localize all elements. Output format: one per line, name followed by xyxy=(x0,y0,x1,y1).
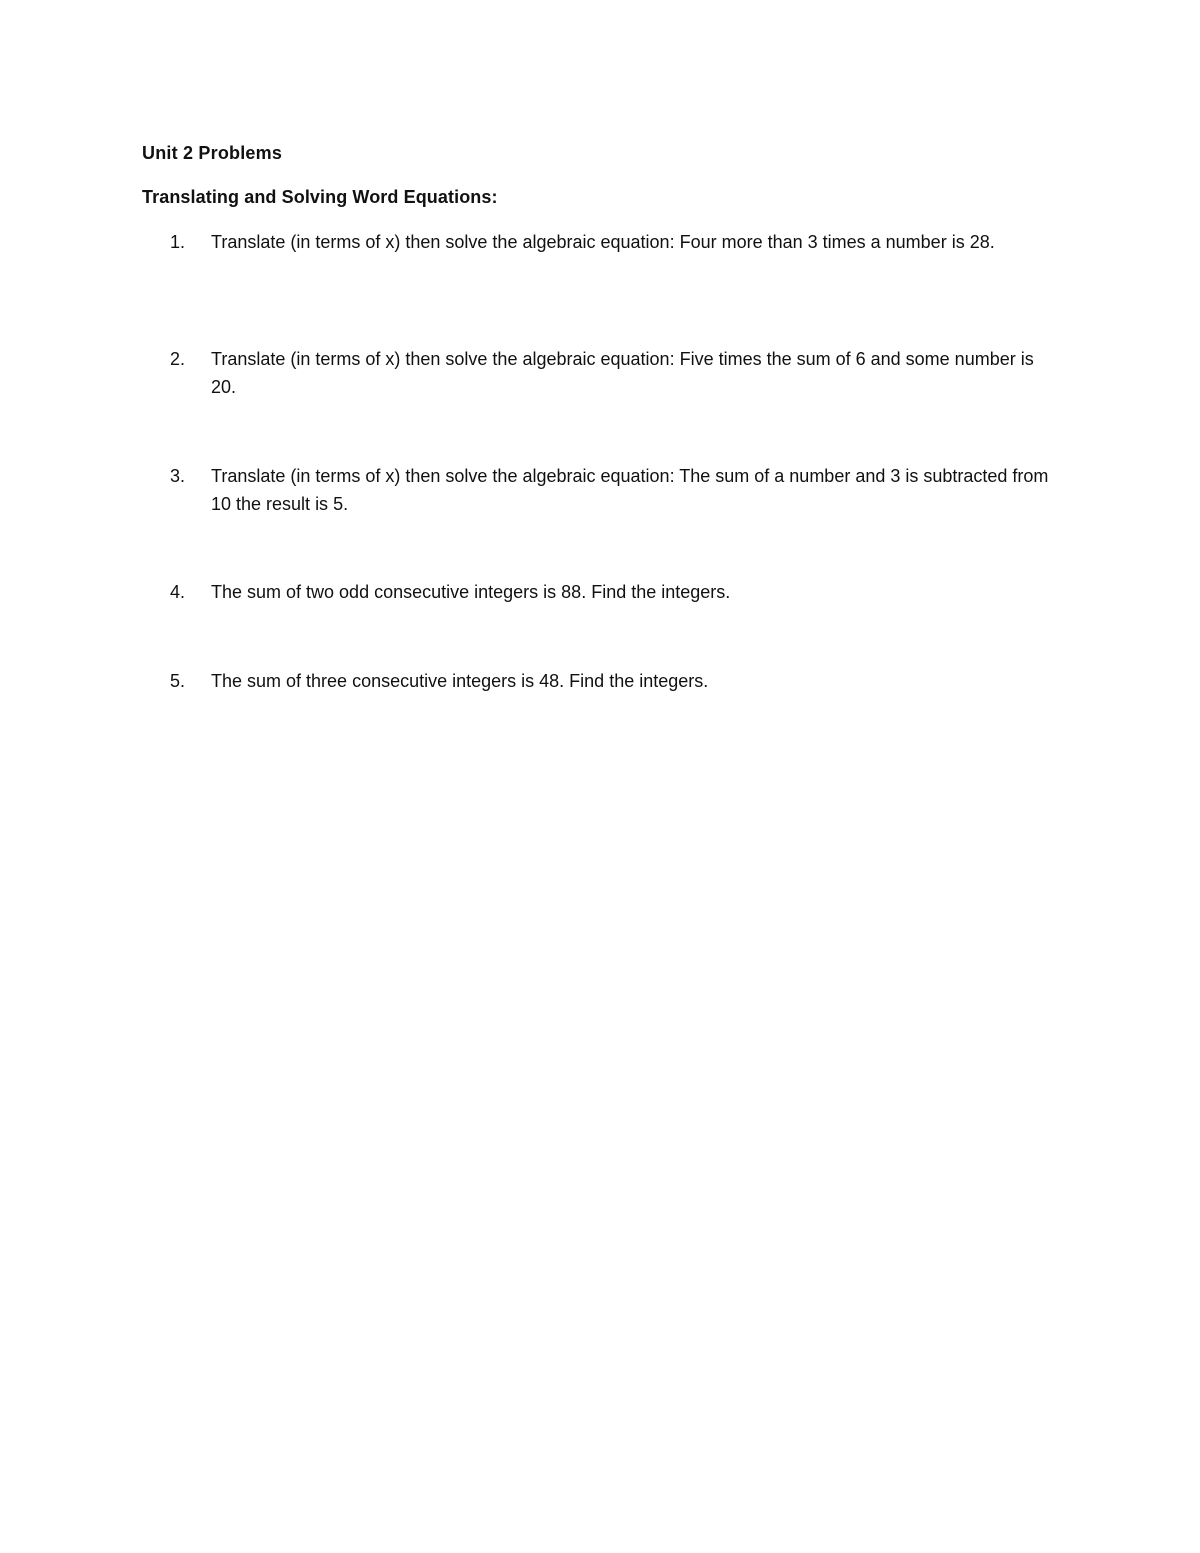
problem-number: 2. xyxy=(170,349,186,369)
page-title: Unit 2 Problems xyxy=(142,143,283,163)
problem-text: Translate (in terms of x) then solve the algebraic equation: Four more than 3 times a number is 28. xyxy=(211,232,995,252)
problem-item-4 xyxy=(170,578,1060,606)
problem-number: 3. xyxy=(170,466,186,486)
problem-number: 5. xyxy=(170,671,186,691)
problem-item-1 xyxy=(170,228,1060,256)
problem-text: The sum of two odd consecutive integers is 88. Find the integers. xyxy=(211,582,731,602)
problem-item-5 xyxy=(170,667,1060,695)
problem-item-3 xyxy=(170,462,1060,518)
problem-text: The sum of three consecutive integers is 48. Find the integers. xyxy=(211,671,709,691)
section-heading: Translating and Solving Word Equations: xyxy=(142,187,498,207)
problem-item-2 xyxy=(170,345,1060,401)
problem-text: Translate (in terms of x) then solve the algebraic equation: Five times the sum of 6 and some number is 20. xyxy=(211,349,1034,397)
problem-text: Translate (in terms of x) then solve the algebraic equation: The sum of a number and 3 is subtracted from 10 the result is 5. xyxy=(211,466,1049,514)
problem-number: 4. xyxy=(170,582,186,602)
problem-number: 1. xyxy=(170,232,186,252)
